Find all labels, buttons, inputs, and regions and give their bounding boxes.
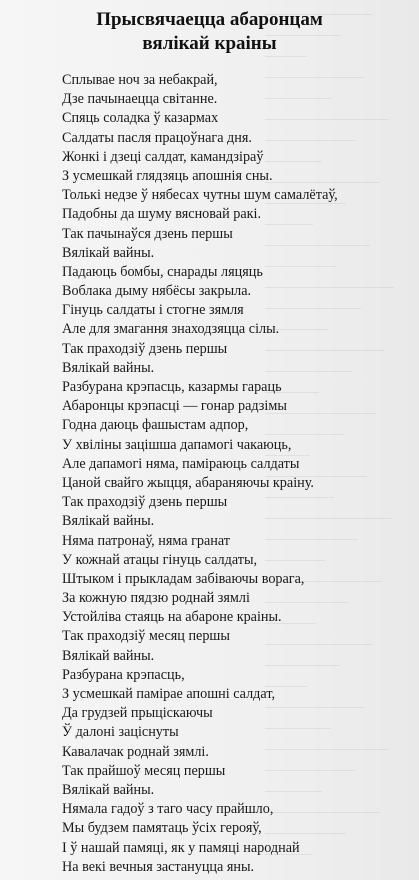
poem-line: Толькі недзе ў нябесах чутны шум самалётаў, (62, 187, 338, 204)
poem-line: Але для змагання знаходзяцца сілы. (62, 321, 280, 338)
poem-line: Так прайшоў месяц першы (62, 762, 226, 779)
title-line-1: Прысвячаецца абаронцам (96, 9, 323, 30)
poem-line: Нямала гадоў з таго часу прайшло, (62, 801, 274, 818)
poem-line: Разбурана крэпасць, (62, 666, 185, 683)
poem-line: Так пачынаўся дзень першы (62, 225, 233, 242)
poem-line: Вялікай вайны. (62, 244, 155, 261)
poem-line: Падаюць бомбы, снарады ляцяць (62, 263, 263, 280)
poem-title (0, 8, 419, 56)
poem-line: Да грудзей прыціскаючы (62, 705, 213, 722)
poem-line: Вялікай вайны. (62, 359, 155, 376)
bleed-stroke (265, 56, 307, 57)
poem-line: На векі вечныя застануцца яны. (62, 858, 255, 875)
poem-line: Цаной свайго жыцця, абараняючы краіну. (62, 474, 314, 491)
poem-line: Мы будзем памятаць ўсіх герояў, (62, 820, 262, 837)
poem-line: І ў нашай памяці, як у памяці народнай (62, 839, 300, 856)
poem-line: Так праходзіў месяц першы (62, 628, 230, 645)
poem-body (62, 71, 412, 877)
poem-line: Спяць соладка ў казармах (62, 110, 219, 127)
poem-line: Устойліва стаяць на абароне краіны. (62, 609, 282, 626)
poem-line: Кавалачак роднай зямлі. (62, 743, 209, 760)
poem-line: Дзе пачынаецца світанне. (62, 91, 218, 108)
poem-line: Так праходзіў дзень першы (62, 494, 228, 511)
poem-line: Гінуць салдаты і стогне зямля (62, 302, 244, 319)
poem-line: Але дапамогі няма, паміраюць салдаты (62, 455, 300, 472)
poem-line: Вялікай вайны. (62, 781, 155, 798)
poem-line: Вялікай вайны. (62, 513, 155, 530)
poem-line: Так праходзіў дзень першы (62, 340, 228, 357)
poem-line: Воблака дыму нябёсы закрыла. (62, 283, 252, 300)
poem-line: У кожнай атацы гінуць салдаты, (62, 551, 258, 568)
poem-line: У хвіліны зацішша дапамогі чакаюць, (62, 436, 292, 453)
poem-line: Вялікай вайны. (62, 647, 155, 664)
poem-line: Абаронцы крэпасці — гонар радзімы (62, 398, 287, 415)
poem-line: Разбурана крэпасць, казармы гараць (62, 379, 282, 395)
poem-line: З усмешкай глядзяць апошнія сны. (62, 167, 273, 184)
poem-line: Годна даюць фашыстам адпор, (62, 417, 249, 434)
title-line-2: вялікай краіны (142, 33, 277, 54)
poem-line: Жонкі і дзеці салдат, камандзіраў (62, 148, 264, 165)
poem-line: З усмешкай памірае апошні салдат, (62, 686, 276, 702)
poem-line: Сплывае ноч за небакрай, (62, 72, 218, 88)
poem-line: Няма патронаў, няма гранат (62, 532, 231, 549)
poem-line: Ў далоні зацiснуты (62, 724, 179, 741)
poem-line: Салдаты пасля працоўнага дня. (62, 129, 252, 146)
poem-line: Падобны да шуму вясновай ракі. (62, 206, 261, 223)
poem-line: Штыком і прыкладам забіваючы ворага, (62, 570, 305, 587)
poem-line: За кожную пядзю роднай зямлі (62, 590, 250, 607)
